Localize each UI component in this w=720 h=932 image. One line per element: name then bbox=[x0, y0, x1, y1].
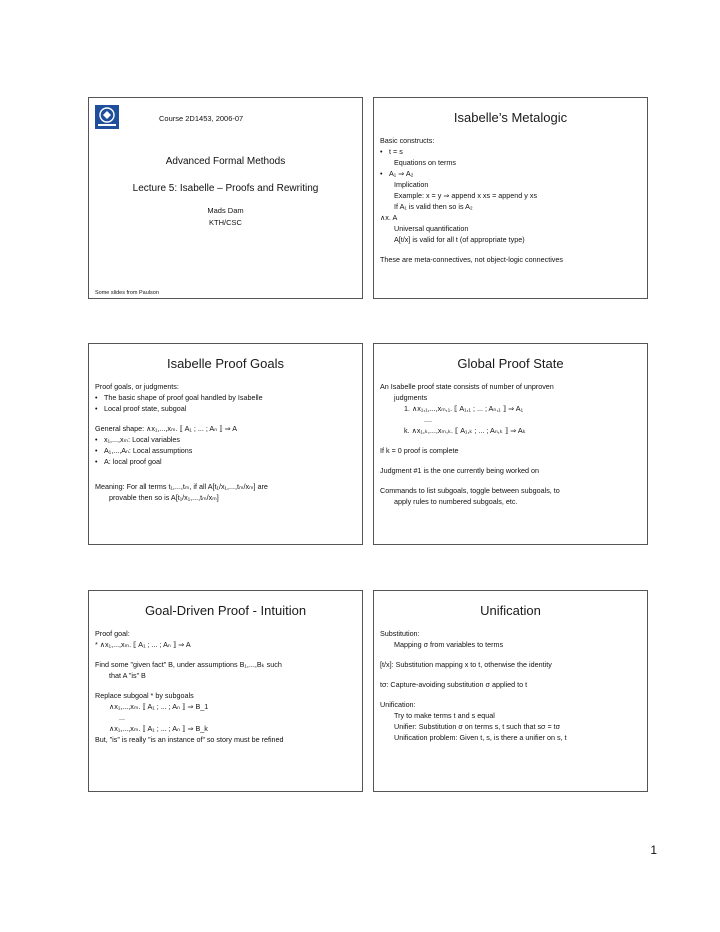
text-line: But, ”is” is really ”is an instance of” so story must be refined bbox=[95, 735, 284, 744]
text-line: If A₁ is valid then so is A₂ bbox=[394, 202, 473, 211]
text-line: tσ: Capture-avoiding substitution σ applied to t bbox=[380, 680, 528, 689]
text-line: Mapping σ from variables to terms bbox=[394, 640, 504, 649]
text-line: provable then so is A[t₁/x₁,...,tₘ/xₘ] bbox=[109, 493, 219, 502]
text-line: A[t/x] is valid for all t (of appropriate type) bbox=[394, 235, 525, 244]
slide-body bbox=[95, 381, 356, 503]
slide-heading: Global Proof State bbox=[457, 356, 564, 371]
slide-proof-goals bbox=[88, 343, 363, 545]
slide-body bbox=[380, 381, 641, 507]
text-line: .... bbox=[424, 415, 432, 424]
slide-unification bbox=[373, 590, 648, 792]
kth-logo-icon bbox=[95, 105, 119, 129]
text-line: ... bbox=[119, 713, 125, 722]
bullet-item: • A: local proof goal bbox=[95, 456, 356, 467]
text-line: An Isabelle proof state consists of number of unproven bbox=[380, 382, 554, 391]
text-line: Example: x = y ⇒ append x xs = append y xs bbox=[394, 191, 538, 200]
affiliation: KTH/CSC bbox=[209, 218, 242, 227]
slide-global-state bbox=[373, 343, 648, 545]
text-line: that A ”is” B bbox=[109, 671, 146, 680]
text-line: Proof goals, or judgments: bbox=[95, 382, 179, 391]
text-line: Judgment #1 is the one currently being worked on bbox=[380, 466, 540, 475]
text-line: [t/x]: Substitution mapping x to t, otherwise the identity bbox=[380, 660, 552, 669]
course-label: Course 2D1453, 2006-07 bbox=[159, 114, 244, 123]
text-line: Commands to list subgoals, toggle between subgoals, to bbox=[380, 486, 560, 495]
text-line: Find some ”given fact” B, under assumptions B₁,...,Bₖ such bbox=[95, 660, 282, 669]
bullet-item: • A₁,...,Aₙ: Local assumptions bbox=[95, 445, 356, 456]
slide-title bbox=[88, 97, 363, 299]
text-line: 1. ∧x₁,₁,...,xₘ,₁. ⟦ A₁,₁ ; ... ; Aₙ,₁ ⟧ ⇒ A₁ bbox=[404, 404, 524, 413]
text-line: Basic constructs: bbox=[380, 136, 435, 145]
text-line: Meaning: For all terms t₁,...,tₘ, if all A[t₁/x₁,...,tₘ/xₘ] are bbox=[95, 482, 268, 491]
text-line: ∧x₁,...,xₘ. ⟦ A₁ ; ... ; Aₙ ⟧ ⇒ B_1 bbox=[109, 702, 209, 711]
slide-heading: Unification bbox=[480, 603, 541, 618]
text-line: If k = 0 proof is complete bbox=[380, 446, 459, 455]
slide-goal-driven bbox=[88, 590, 363, 792]
lecture-title: Lecture 5: Isabelle – Proofs and Rewriting bbox=[132, 183, 319, 194]
text-line: Unification problem: Given t, s, is there a unifier on s, t bbox=[394, 733, 567, 742]
slide-heading: Goal-Driven Proof - Intuition bbox=[144, 603, 307, 618]
text-line: General shape: ∧x₁,...,xₘ. ⟦ A₁ ; ... ; Aₙ ⟧ ⇒ A bbox=[95, 424, 238, 433]
footnote: Some slides from Paulson bbox=[95, 290, 159, 296]
bullet-item: • The basic shape of proof goal handled by Isabelle bbox=[95, 392, 356, 403]
slide-heading: Advanced Formal Methods bbox=[165, 156, 286, 167]
slide-body bbox=[95, 628, 356, 745]
text-line: Replace subgoal * by subgoals bbox=[95, 691, 194, 700]
text-line: Unification: bbox=[380, 700, 416, 709]
slide-heading: Isabelle’s Metalogic bbox=[453, 110, 568, 125]
text-line: Substitution: bbox=[380, 629, 420, 638]
text-line: ∧x. A bbox=[380, 213, 398, 222]
author-name: Mads Dam bbox=[207, 206, 244, 215]
text-line: Unifier: Substitution σ on terms s, t such that sσ = tσ bbox=[394, 722, 561, 731]
page-number: 1 bbox=[650, 843, 657, 857]
bullet-item: • x₁,...,xₘ: Local variables bbox=[95, 434, 356, 445]
text-line: Proof goal: bbox=[95, 629, 130, 638]
slide-body bbox=[380, 628, 641, 743]
bullet-item: • t = s bbox=[380, 146, 641, 157]
text-line: k. ∧x₁,ₖ,...,xₘ,ₖ. ⟦ A₁,ₖ ; ... ; Aₙ,ₖ ⟧ ⇒ Aₖ bbox=[404, 426, 526, 435]
text-line: Implication bbox=[394, 180, 429, 189]
slide-metalogic bbox=[373, 97, 648, 299]
text-line: Try to make terms t and s equal bbox=[394, 711, 495, 720]
text-line: Equations on terms bbox=[394, 158, 456, 167]
text-line: Universal quantification bbox=[394, 224, 469, 233]
text-line: These are meta-connectives, not object-logic connectives bbox=[380, 255, 563, 264]
text-line: apply rules to numbered subgoals, etc. bbox=[394, 497, 518, 506]
bullet-item: • Local proof state, subgoal bbox=[95, 403, 356, 414]
slide-body bbox=[380, 135, 641, 265]
text-line: * ∧x₁,...,xₘ. ⟦ A₁ ; ... ; Aₙ ⟧ ⇒ A bbox=[95, 640, 191, 649]
text-line: ∧x₁,...,xₘ. ⟦ A₁ ; ... ; Aₙ ⟧ ⇒ B_k bbox=[109, 724, 208, 733]
text-line: judgments bbox=[394, 393, 428, 402]
bullet-item: • A₁ ⇒ A₂ bbox=[380, 168, 641, 179]
slide-heading: Isabelle Proof Goals bbox=[166, 356, 285, 371]
